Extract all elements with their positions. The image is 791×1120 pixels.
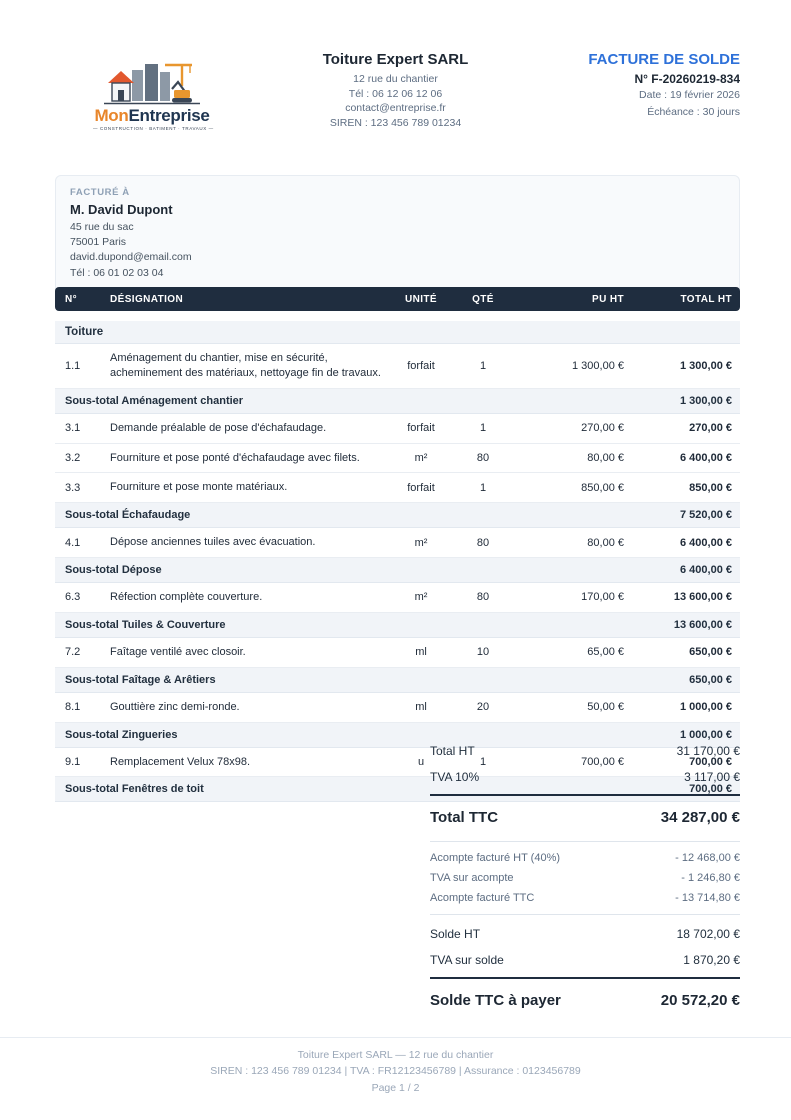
item-total: 850,00 €	[689, 481, 732, 494]
logo-word-mon: Mon	[94, 106, 129, 125]
table-item-row	[55, 693, 740, 723]
col-header-num: N°	[65, 293, 78, 305]
company-name: Toiture Expert SARL	[322, 51, 469, 68]
subtotal-label: Sous-total Tuiles & Couverture	[65, 618, 226, 631]
logo-tagline: — CONSTRUCTION · BATIMENT · TRAVAUX —	[93, 126, 214, 131]
table-header-row	[55, 287, 740, 311]
col-header-pu: PU HT	[592, 293, 624, 305]
item-number: 4.1	[65, 536, 81, 549]
item-unit: m²	[414, 591, 428, 604]
item-number: 8.1	[65, 701, 81, 714]
item-unit: forfait	[407, 359, 435, 372]
subtotal-label: Sous-total Échafaudage	[65, 509, 191, 522]
item-unit-price: 170,00 €	[581, 591, 624, 604]
item-quantity: 20	[476, 701, 490, 714]
item-quantity: 1	[479, 756, 487, 769]
client-address-line1: 45 rue du sac	[70, 221, 134, 233]
totals-value: 31 170,00 €	[676, 744, 740, 758]
totals-row	[430, 800, 740, 835]
item-number: 9.1	[65, 756, 81, 769]
totals-row	[430, 888, 740, 908]
company-phone: Tél : 06 12 06 12 06	[348, 87, 443, 100]
client-phone: Tél : 06 01 02 03 04	[70, 266, 164, 279]
item-unit: ml	[415, 646, 427, 659]
item-number: 3.3	[65, 481, 81, 494]
page-footer	[0, 1037, 791, 1096]
table-item-row	[55, 444, 740, 474]
item-total: 6 400,00 €	[680, 451, 732, 464]
totals-value: 1 870,20 €	[683, 953, 740, 967]
item-quantity: 80	[476, 536, 490, 549]
table-item-row	[55, 473, 740, 503]
table-subtotal-row	[55, 558, 740, 583]
item-quantity: 80	[476, 451, 490, 464]
col-header-qty: QTÉ	[472, 293, 494, 305]
totals-row	[430, 947, 740, 973]
company-siren: SIREN : 123 456 789 01234	[329, 117, 462, 130]
totals-label: TVA sur acompte	[430, 872, 514, 884]
client-address-line2: 75001 Paris	[70, 236, 127, 249]
totals-label: Solde HT	[430, 927, 481, 941]
item-number: 6.3	[65, 591, 81, 604]
item-designation: Dépose anciennes tuiles avec évacuation.	[110, 536, 316, 549]
client-email: david.dupond@email.com	[70, 251, 192, 264]
item-quantity: 1	[479, 359, 487, 372]
billed-to-label: FACTURÉ À	[70, 187, 130, 198]
totals-value: 3 117,00 €	[684, 770, 740, 784]
totals-value: 18 702,00 €	[676, 927, 740, 941]
totals-row	[430, 738, 740, 764]
item-designation: Réfection complète couverture.	[110, 591, 263, 604]
totals-block	[430, 738, 740, 1018]
invoice-date: Date : 19 février 2026	[639, 89, 740, 101]
subtotal-label: Sous-total Zingueries	[65, 728, 178, 741]
totals-row	[430, 868, 740, 888]
footer-company-line: Toiture Expert SARL — 12 rue du chantier	[297, 1049, 494, 1062]
invoice-header	[588, 51, 740, 120]
subtotal-value: 700,00 €	[689, 783, 732, 796]
totals-value: - 13 714,80 €	[675, 892, 740, 904]
item-designation: Faîtage ventilé avec closoir.	[110, 645, 246, 658]
subtotal-value: 650,00 €	[689, 673, 732, 686]
col-header-total: TOTAL HT	[680, 293, 732, 305]
item-quantity: 80	[476, 591, 490, 604]
item-unit: forfait	[407, 422, 435, 435]
invoice-table-body	[55, 321, 740, 802]
item-designation: Aménagement du chantier, mise en sécurité, acheminement des matériaux, nettoyage fin de travaux.	[110, 352, 381, 379]
item-unit-price: 700,00 €	[581, 756, 624, 769]
col-header-designation: DÉSIGNATION	[110, 293, 184, 305]
table-item-row	[55, 344, 740, 389]
item-number: 3.2	[65, 451, 81, 464]
item-total: 6 400,00 €	[680, 536, 732, 549]
item-unit-price: 1 300,00 €	[572, 359, 624, 372]
subtotal-value: 1 300,00 €	[680, 394, 732, 407]
subtotal-label: Sous-total Faîtage & Arêtiers	[65, 673, 216, 686]
totals-row	[430, 764, 740, 790]
totals-divider-light	[430, 841, 740, 842]
table-item-row	[55, 638, 740, 668]
subtotal-label: Sous-total Fenêtres de toit	[65, 783, 204, 796]
invoice-due-date: Échéance : 30 jours	[647, 106, 740, 119]
totals-row	[430, 848, 740, 868]
subtotal-value: 13 600,00 €	[673, 618, 732, 631]
totals-value: 20 572,20 €	[660, 992, 740, 1009]
item-total: 13 600,00 €	[673, 591, 732, 604]
item-unit-price: 50,00 €	[587, 701, 624, 714]
item-quantity: 1	[479, 422, 487, 435]
item-designation: Fourniture et pose ponté d'échafaudage avec filets.	[110, 451, 360, 464]
item-designation: Fourniture et pose monte matériaux.	[110, 481, 288, 494]
totals-row	[430, 983, 740, 1018]
item-designation: Gouttière zinc demi-ronde.	[110, 700, 240, 713]
table-subtotal-row	[55, 613, 740, 638]
footer-page-number: Page 1 / 2	[371, 1081, 420, 1094]
item-unit-price: 65,00 €	[587, 646, 624, 659]
item-unit: u	[417, 756, 425, 769]
totals-divider-light	[430, 914, 740, 915]
item-unit-price: 80,00 €	[587, 451, 624, 464]
invoice-items-table	[55, 287, 740, 802]
section-label: Toiture	[65, 326, 104, 338]
item-quantity: 1	[479, 481, 487, 494]
item-total: 1 300,00 €	[680, 359, 732, 372]
logo-word-entreprise: Entreprise	[128, 106, 210, 125]
item-quantity: 10	[476, 646, 490, 659]
totals-value: - 12 468,00 €	[675, 852, 740, 864]
table-subtotal-row	[55, 503, 740, 528]
totals-divider-dark	[430, 977, 740, 979]
item-total: 270,00 €	[689, 422, 732, 435]
totals-row	[430, 921, 740, 947]
totals-label: Acompte facturé HT (40%)	[430, 852, 561, 864]
subtotal-value: 6 400,00 €	[680, 564, 732, 577]
item-total: 700,00 €	[689, 756, 732, 769]
table-item-row	[55, 528, 740, 558]
subtotal-label: Sous-total Aménagement chantier	[65, 394, 244, 407]
item-unit: ml	[415, 701, 427, 714]
item-unit: m²	[414, 451, 428, 464]
totals-label: Acompte facturé TTC	[430, 892, 535, 904]
totals-label: Total TTC	[430, 809, 499, 826]
item-unit-price: 80,00 €	[587, 536, 624, 549]
table-item-row	[55, 583, 740, 613]
company-address: 12 rue du chantier	[353, 73, 438, 85]
item-total: 650,00 €	[689, 646, 732, 659]
col-header-unit: UNITÉ	[405, 293, 437, 305]
table-subtotal-row	[55, 668, 740, 693]
table-section-row	[55, 321, 740, 344]
totals-label: TVA sur solde	[430, 953, 504, 967]
item-unit: forfait	[407, 481, 435, 494]
item-total: 1 000,00 €	[680, 701, 732, 714]
subtotal-value: 7 520,00 €	[680, 509, 732, 522]
table-item-row	[55, 414, 740, 444]
totals-value: - 1 246,80 €	[681, 872, 740, 884]
item-unit-price: 270,00 €	[581, 422, 624, 435]
totals-value: 34 287,00 €	[660, 809, 740, 826]
invoice-number: N° F-20260219-834	[634, 72, 740, 86]
item-number: 7.2	[65, 646, 81, 659]
footer-legal-line: SIREN : 123 456 789 01234 | TVA : FR12123456789 | Assurance : 0123456789	[210, 1065, 581, 1078]
invoice-title: FACTURE DE SOLDE	[588, 51, 740, 68]
item-unit: m²	[414, 536, 428, 549]
billed-to-box	[55, 175, 740, 294]
client-name: M. David Dupont	[70, 202, 173, 217]
item-designation: Demande préalable de pose d'échafaudage.	[110, 421, 327, 434]
item-number: 1.1	[65, 359, 81, 372]
item-number: 3.1	[65, 422, 81, 435]
item-unit-price: 850,00 €	[581, 481, 624, 494]
totals-label: TVA 10%	[430, 770, 480, 784]
totals-divider-dark	[430, 794, 740, 796]
totals-label: Total HT	[430, 744, 475, 758]
totals-label: Solde TTC à payer	[430, 992, 561, 1009]
item-designation: Remplacement Velux 78x98.	[110, 755, 251, 768]
company-email: contact@entreprise.fr	[345, 102, 446, 115]
subtotal-label: Sous-total Dépose	[65, 564, 162, 577]
subtotal-value: 1 000,00 €	[680, 728, 732, 741]
table-subtotal-row	[55, 389, 740, 414]
